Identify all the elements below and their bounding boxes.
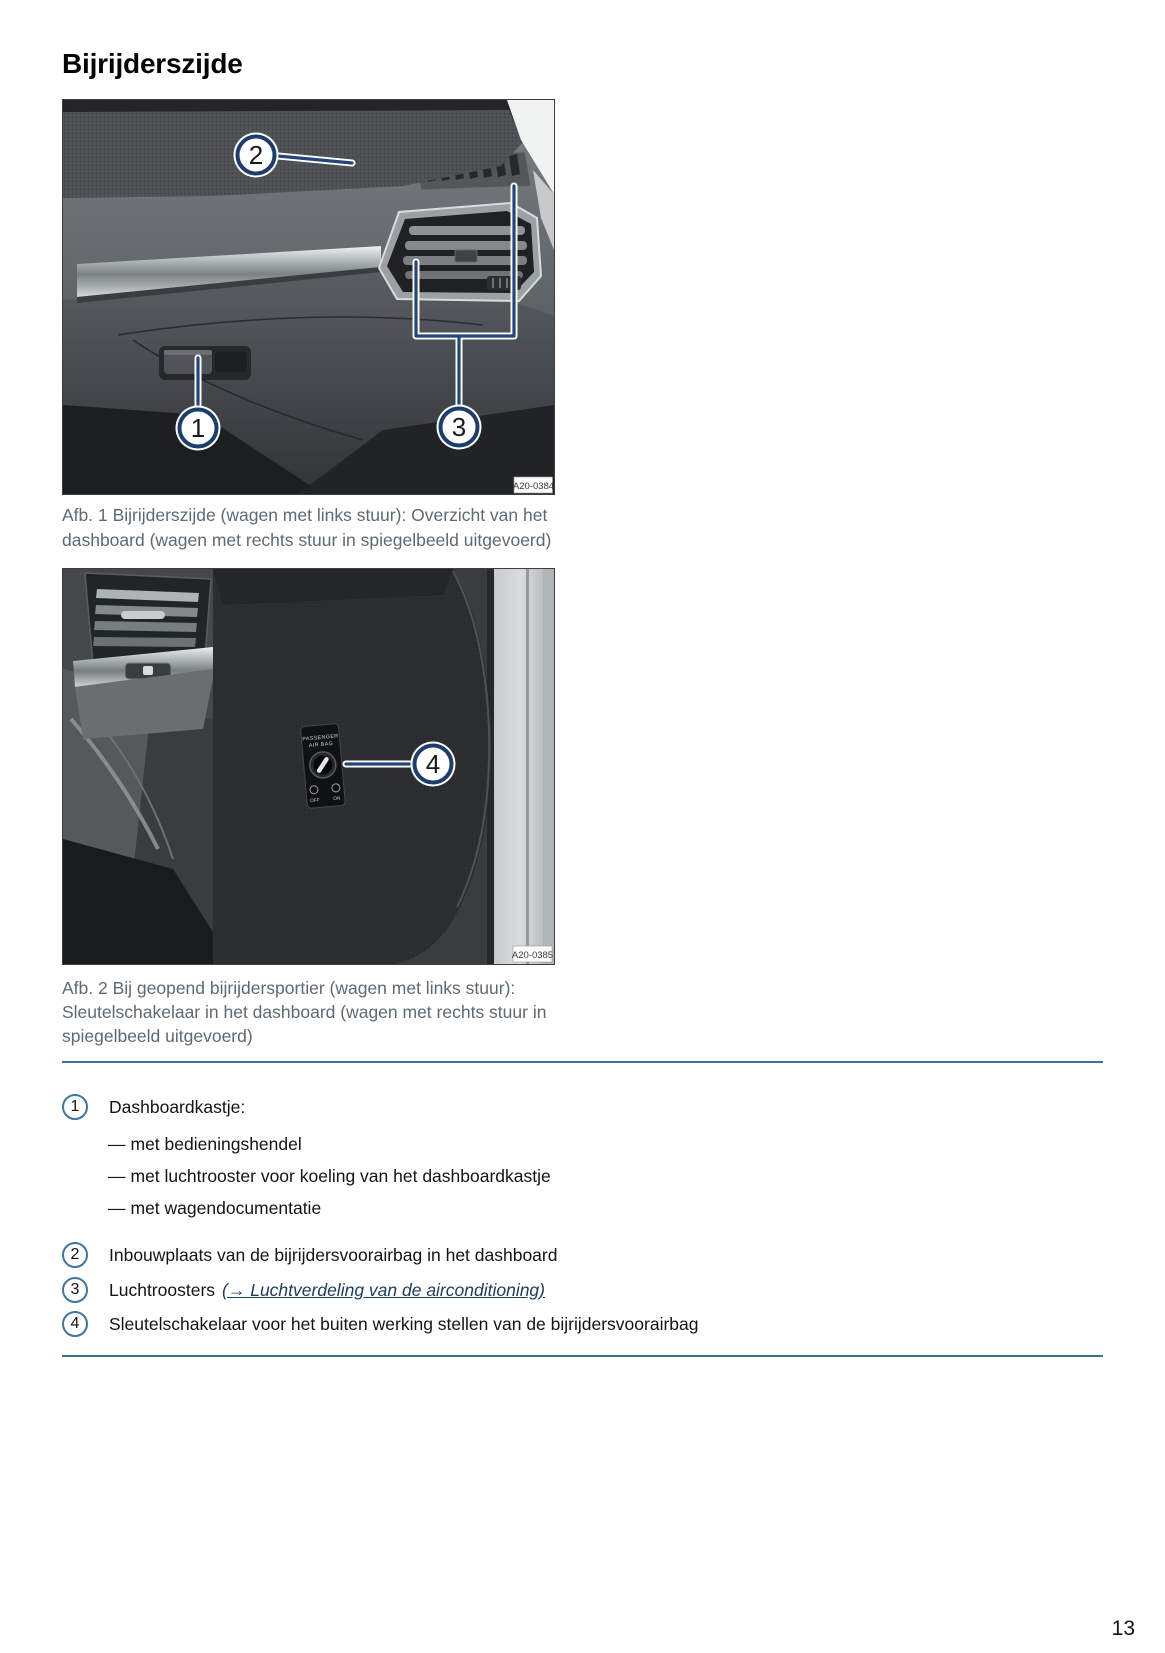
switch-label-line2: AIR BAG xyxy=(308,740,334,750)
figure2-caption-line2: Sleutelschakelaar in het dashboard (wagen met rechts stuur in xyxy=(62,1002,547,1022)
divider-top xyxy=(62,1061,1103,1063)
callout-1-badge xyxy=(176,406,221,451)
figure1-dashboard-overview-photo xyxy=(62,99,555,495)
passenger-airbag-key-switch xyxy=(300,723,345,808)
svg-text:2: 2 xyxy=(248,140,264,170)
callout-3-badge xyxy=(437,405,482,450)
figure1-caption-line1: Afb. 1 Bijrijderszijde (wagen met links stuur): Overzicht van het xyxy=(62,505,548,525)
legend-item-3 xyxy=(62,1277,545,1303)
legend-item-2-label: Inbouwplaats van de bijrijdersvoorairbag in het dashboard xyxy=(109,1245,558,1265)
legend-item-3-text: Luchtroosters xyxy=(109,1280,216,1300)
figure2-caption-line3: spiegelbeeld uitgevoerd) xyxy=(62,1026,253,1046)
callout-2-badge xyxy=(234,133,279,178)
figure2-caption xyxy=(62,976,582,1048)
figure2-airbag-switch-photo xyxy=(62,568,555,965)
svg-text:3: 3 xyxy=(451,412,467,442)
switch-label-line1: PASSENGER xyxy=(302,733,339,743)
legend-item-1-sub-1-label: met bedieningshendel xyxy=(130,1134,302,1154)
figure1-caption xyxy=(62,503,582,553)
divider-bottom xyxy=(62,1355,1103,1357)
svg-text:1: 1 xyxy=(190,413,206,443)
legend-badge-1: 1 xyxy=(62,1094,88,1120)
dash-glyph: — xyxy=(108,1198,126,1218)
airco-crossref-link[interactable]: (→ Luchtverdeling van de airconditioning) xyxy=(222,1280,545,1300)
legend-badge-2: 2 xyxy=(62,1242,88,1268)
legend-item-1-sub-2-label: met luchtrooster voor koeling van het dashboardkastje xyxy=(130,1166,551,1186)
callout-4-badge xyxy=(411,742,456,787)
switch-on-label: ON xyxy=(333,796,341,803)
dash-glyph: — xyxy=(108,1134,126,1154)
legend-badge-4: 4 xyxy=(62,1311,88,1337)
legend-item-3-label xyxy=(109,1277,545,1303)
legend-badge-3: 3 xyxy=(62,1277,88,1303)
figure2-caption-line1: Afb. 2 Bij geopend bijrijdersportier (wagen met links stuur): xyxy=(62,978,516,998)
figure1-caption-line2: dashboard (wagen met rechts stuur in spiegelbeeld uitgevoerd) xyxy=(62,530,552,550)
dash-glyph: — xyxy=(108,1166,126,1186)
svg-text:A20-0385: A20-0385 xyxy=(511,950,554,961)
legend-item-1-label: Dashboardkastje: xyxy=(109,1097,246,1117)
page-number: 13 xyxy=(1111,1617,1135,1640)
legend-item-1-sub-1 xyxy=(108,1134,302,1155)
legend-item-1-sub-3 xyxy=(108,1198,321,1219)
legend-item-4 xyxy=(62,1311,699,1337)
legend-item-1-sub-3-label: met wagendocumentatie xyxy=(130,1198,322,1218)
legend-item-4-label: Sleutelschakelaar voor het buiten werking stellen van de bijrijdersvoorairbag xyxy=(109,1314,699,1334)
figure1-image-code xyxy=(513,477,554,493)
legend-item-1 xyxy=(62,1094,245,1120)
svg-text:4: 4 xyxy=(425,749,441,779)
switch-off-label: OFF xyxy=(309,798,320,805)
page-title: Bijrijderszijde xyxy=(62,48,243,79)
legend-item-1-sub-2 xyxy=(108,1166,551,1187)
legend-item-2 xyxy=(62,1242,557,1268)
svg-text:A20-0384: A20-0384 xyxy=(512,481,554,492)
figure2-image-code xyxy=(512,946,553,962)
